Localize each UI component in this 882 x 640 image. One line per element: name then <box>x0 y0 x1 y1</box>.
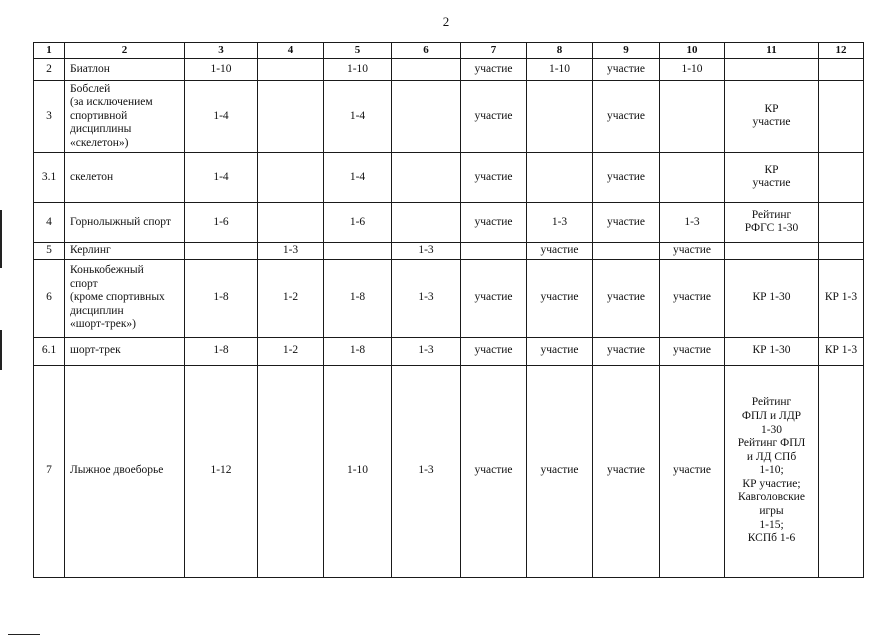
sport-name-line: Конькобежный <box>70 264 144 277</box>
sport-name <box>65 259 185 337</box>
cell-c7: участие <box>461 337 527 365</box>
sport-name-line: шорт-трек <box>70 344 121 357</box>
column-header: 5 <box>324 43 392 59</box>
cell-c8: 1-10 <box>527 58 593 80</box>
cell-c10: участие <box>660 259 725 337</box>
cell-c11 <box>725 337 819 365</box>
sport-name <box>65 58 185 80</box>
table-row <box>34 337 864 365</box>
sport-name-line: спортивной <box>70 109 128 122</box>
column-header: 7 <box>461 43 527 59</box>
cell-c11 <box>725 152 819 202</box>
sport-name-line: Керлинг <box>70 243 111 256</box>
column-header: 2 <box>65 43 185 59</box>
cell-c8: 1-3 <box>527 202 593 242</box>
row-number: 5 <box>34 242 65 259</box>
row-number: 3 <box>34 80 65 152</box>
cell-c10: 1-3 <box>660 202 725 242</box>
page-number: 2 <box>442 14 450 29</box>
header-row <box>34 43 864 59</box>
cell-c12 <box>819 80 864 152</box>
column-header: 3 <box>185 43 258 59</box>
scan-edge-mark <box>0 210 2 268</box>
cell-c11-line: КР участие; <box>742 477 801 490</box>
cell-c11-line: Кавголовские <box>738 491 805 504</box>
column-header: 10 <box>660 43 725 59</box>
cell-c3: 1-12 <box>185 365 258 577</box>
cell-c5: 1-10 <box>324 365 392 577</box>
cell-c5 <box>324 242 392 259</box>
cell-c4 <box>258 152 324 202</box>
cell-c6 <box>392 80 461 152</box>
column-header: 4 <box>258 43 324 59</box>
column-header: 8 <box>527 43 593 59</box>
cell-c8: участие <box>527 365 593 577</box>
cell-c12: КР 1-3 <box>819 337 864 365</box>
cell-c6: 1-3 <box>392 365 461 577</box>
cell-c11 <box>725 202 819 242</box>
cell-c3: 1-8 <box>185 259 258 337</box>
cell-c12 <box>819 152 864 202</box>
sport-name-line: Горнолыжный спорт <box>70 215 171 228</box>
cell-c4 <box>258 80 324 152</box>
cell-c5: 1-6 <box>324 202 392 242</box>
cell-c5: 1-4 <box>324 80 392 152</box>
cell-c4 <box>258 202 324 242</box>
cell-c11-line: участие <box>752 177 791 190</box>
cell-c5: 1-4 <box>324 152 392 202</box>
cell-c12: КР 1-3 <box>819 259 864 337</box>
column-header: 12 <box>819 43 864 59</box>
cell-c4: 1-2 <box>258 337 324 365</box>
cell-c6: 1-3 <box>392 259 461 337</box>
cell-c11 <box>725 259 819 337</box>
table-row <box>34 152 864 202</box>
scan-edge-mark <box>0 330 2 370</box>
sport-name <box>65 365 185 577</box>
cell-c6: 1-3 <box>392 337 461 365</box>
table-row <box>34 365 864 577</box>
cell-c4 <box>258 58 324 80</box>
row-number: 7 <box>34 365 65 577</box>
row-number: 4 <box>34 202 65 242</box>
cell-c9: участие <box>593 337 660 365</box>
sport-name <box>65 242 185 259</box>
cell-c10: участие <box>660 365 725 577</box>
cell-c11-line: игры <box>759 504 784 517</box>
table-row <box>34 58 864 80</box>
cell-c4: 1-3 <box>258 242 324 259</box>
cell-c9: участие <box>593 58 660 80</box>
cell-c11-line: КСПб 1-6 <box>747 532 796 545</box>
sport-name-line: дисциплины <box>70 123 132 136</box>
cell-c7: участие <box>461 365 527 577</box>
cell-c9 <box>593 242 660 259</box>
table-row <box>34 242 864 259</box>
table-row <box>34 259 864 337</box>
cell-c3 <box>185 242 258 259</box>
row-number: 3.1 <box>34 152 65 202</box>
sport-name-line: (за исключением <box>70 96 153 109</box>
cell-c9: участие <box>593 202 660 242</box>
cell-c12 <box>819 58 864 80</box>
cell-c7: участие <box>461 259 527 337</box>
cell-c7: участие <box>461 58 527 80</box>
cell-c11 <box>725 58 819 80</box>
column-header: 11 <box>725 43 819 59</box>
column-header: 1 <box>34 43 65 59</box>
cell-c9: участие <box>593 259 660 337</box>
cell-c12 <box>819 365 864 577</box>
sport-name <box>65 202 185 242</box>
cell-c11-line: КР 1-30 <box>752 291 791 304</box>
cell-c5: 1-8 <box>324 337 392 365</box>
cell-c10 <box>660 80 725 152</box>
sport-name <box>65 337 185 365</box>
cell-c11-line: ФПЛ и ЛДР <box>741 410 802 422</box>
sport-name-line: (кроме спортивных <box>70 291 165 304</box>
cell-c11-line: КР <box>764 163 779 176</box>
cell-c6 <box>392 58 461 80</box>
cell-c12 <box>819 202 864 242</box>
cell-c9: участие <box>593 80 660 152</box>
cell-c11-line: Рейтинг <box>751 396 792 409</box>
cell-c12 <box>819 242 864 259</box>
cell-c7: участие <box>461 202 527 242</box>
cell-c7 <box>461 242 527 259</box>
cell-c11-line: РФГС 1-30 <box>744 222 799 235</box>
table-row <box>34 202 864 242</box>
cell-c5: 1-10 <box>324 58 392 80</box>
cell-c8: участие <box>527 259 593 337</box>
cell-c3: 1-4 <box>185 80 258 152</box>
cell-c5: 1-8 <box>324 259 392 337</box>
sport-name-line: Биатлон <box>70 62 110 75</box>
cell-c10: участие <box>660 337 725 365</box>
cell-c6 <box>392 202 461 242</box>
cell-c6 <box>392 152 461 202</box>
cell-c8 <box>527 80 593 152</box>
cell-c7: участие <box>461 80 527 152</box>
row-number: 6.1 <box>34 337 65 365</box>
column-header: 9 <box>593 43 660 59</box>
cell-c11-line: КР <box>764 102 779 115</box>
column-header: 6 <box>392 43 461 59</box>
footnote-divider <box>8 634 40 635</box>
cell-c8: участие <box>527 242 593 259</box>
sport-name-line: «шорт-трек») <box>70 318 136 331</box>
cell-c10 <box>660 152 725 202</box>
cell-c7: участие <box>461 152 527 202</box>
cell-c11 <box>725 365 819 577</box>
sports-results-table <box>33 42 864 578</box>
sport-name-line: дисциплин <box>70 304 124 317</box>
sport-name <box>65 80 185 152</box>
sport-name-line: скелетон <box>70 170 114 183</box>
cell-c11-line: 1-15; <box>759 518 784 531</box>
cell-c3: 1-4 <box>185 152 258 202</box>
cell-c9: участие <box>593 365 660 577</box>
cell-c3: 1-10 <box>185 58 258 80</box>
row-number: 2 <box>34 58 65 80</box>
cell-c6: 1-3 <box>392 242 461 259</box>
cell-c11-line: и ЛД СПб <box>746 450 797 463</box>
cell-c11 <box>725 242 819 259</box>
sport-name-line: спорт <box>70 277 98 290</box>
cell-c11-line: Рейтинг ФПЛ <box>737 437 806 450</box>
cell-c10: участие <box>660 242 725 259</box>
row-number: 6 <box>34 259 65 337</box>
cell-c11-line: КР 1-30 <box>752 344 791 357</box>
sport-name-line: Лыжное двоеборье <box>70 464 164 477</box>
table-row <box>34 80 864 152</box>
cell-c4 <box>258 365 324 577</box>
sport-name-line: «скелетон») <box>70 136 129 149</box>
cell-c11-line: 1-30 <box>760 423 783 436</box>
cell-c8 <box>527 152 593 202</box>
cell-c11-line: 1-10; <box>759 464 784 477</box>
sport-name-line: Бобслей <box>70 82 111 95</box>
sport-name <box>65 152 185 202</box>
cell-c11-line: Рейтинг <box>751 208 792 221</box>
cell-c8: участие <box>527 337 593 365</box>
cell-c10: 1-10 <box>660 58 725 80</box>
cell-c11-line: участие <box>752 116 791 129</box>
cell-c3: 1-6 <box>185 202 258 242</box>
cell-c3: 1-8 <box>185 337 258 365</box>
cell-c11 <box>725 80 819 152</box>
cell-c4: 1-2 <box>258 259 324 337</box>
cell-c9: участие <box>593 152 660 202</box>
